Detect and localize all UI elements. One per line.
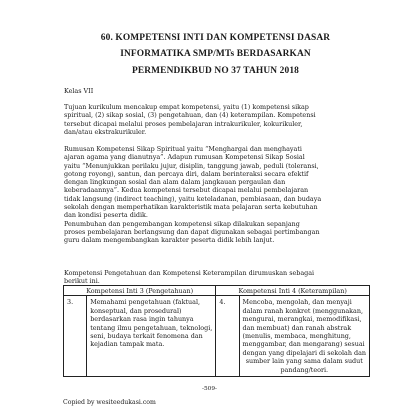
text-line: berikut ini.: [64, 277, 100, 286]
text-line: pandang/teori.: [280, 365, 329, 374]
text-line: Kompetensi Pengetahuan dan Kompetensi Keterampilan dirumuskan sebagai: [64, 269, 315, 277]
ki4-description: [239, 296, 369, 377]
text-line: keberadaannya”. Kedua kompetensi tersebut dicapai melalui pembelajaran: [64, 186, 309, 195]
text-line: tersebut dicapai melalui proses pembelajaran intrakurikuler, kokurikuler,: [64, 119, 303, 128]
text-line: gotong royong), santun, dan percaya diri, dalam berinteraksi secara efektif: [64, 169, 309, 178]
text-line: mengurai, merangkai, memodifikasi,: [242, 315, 362, 324]
document-title-line-1: 60. KOMPETENSI INTI DAN KOMPETENSI DASAR: [100, 33, 331, 43]
text-line: konseptual, dan prosedural): [90, 306, 182, 315]
text-line: menggambar, dan mengarang) sesuai: [242, 340, 365, 349]
text-line: dengan yang dipelajari di sekolah dan: [242, 348, 366, 357]
text-line: dan/atau ekstrakurikuler.: [64, 127, 147, 136]
table-row: [64, 296, 370, 377]
page-number: -509-: [202, 386, 217, 392]
text-line: sekolah dengan memperhatikan karakteristik mata pelajaran serta kebutuhan: [64, 203, 318, 212]
column-header-ki3: Kompetensi Inti 3 (Pengetahuan): [64, 286, 216, 296]
source-footer: Copied by wesiteedukasi.com: [63, 399, 156, 406]
text-line: tentang ilmu pengetahuan, teknologi,: [90, 323, 213, 332]
table-header-row: [64, 286, 370, 296]
paragraph-knowledge-skills: [64, 269, 368, 286]
text-line: dan membuat) dan ranah abstrak: [242, 323, 352, 332]
ki3-description: [87, 296, 216, 377]
competency-table: [63, 285, 370, 377]
text-line: dalam ranah konkret (menggunakan,: [242, 306, 363, 315]
document-title-line-3: PERMENDIKBUD NO 37 TAHUN 2018: [131, 66, 300, 76]
text-line: yaitu “Menunjukkan perilaku jujur, disiplin, tanggung jawab, peduli (toleransi,: [64, 161, 319, 170]
text-line: spiritual, (2) sikap sosial, (3) pengetahuan, dan (4) keterampilan. Kompetensi: [64, 111, 316, 120]
column-header-ki4: Kompetensi Inti 4 (Keterampilan): [216, 286, 370, 296]
ki4-number: 4.: [216, 296, 239, 377]
text-line: sumber lain yang sama dalam sudut: [245, 357, 363, 366]
text-line: ajaran agama yang dianutnya”. Adapun rumusan Kompetensi Sikap Sosial: [64, 153, 305, 162]
text-line: (menulis, membaca, menghitung,: [242, 332, 351, 341]
document-title-line-2: INFORMATIKA SMP/MTs BERDASARKAN: [120, 49, 311, 59]
paragraph-curriculum-goals: [64, 103, 368, 136]
text-line: proses pembelajaran berlangsung dan dapat digunakan sebagai pertimbangan: [64, 227, 320, 236]
text-line: Memahami pengetahuan (faktual,: [90, 298, 201, 307]
text-line: tidak langsung (indirect teaching), yaitu keteladanan, pembiasaan, dan budaya: [64, 194, 322, 203]
ki3-number: 3.: [64, 296, 87, 377]
text-line: guru dalam mengembangkan karakter peserta didik lebih lanjut.: [64, 236, 275, 245]
text-line: kejadian tampak mata.: [90, 340, 165, 349]
class-label: Kelas VII: [64, 87, 94, 95]
text-line: Rumusan Kompetensi Sikap Spiritual yaitu “Menghargai dan menghayati: [64, 145, 302, 153]
text-line: Tujuan kurikulum mencakup empat kompetensi, yaitu (1) kompetensi sikap: [64, 103, 309, 111]
paragraph-attitude-competence: [64, 145, 368, 245]
text-line: seni, budaya terkait fenomena dan: [90, 332, 203, 341]
text-line: dan kondisi peserta didik.: [64, 211, 148, 220]
text-line: Penumbuhan dan pengembangan kompetensi sikap dilakukan sepanjang: [64, 219, 300, 228]
text-line: berdasarkan rasa ingin tahunya: [90, 315, 194, 324]
text-line: Mencoba, mengolah, dan menyaji: [242, 298, 352, 307]
text-line: dengan lingkungan sosial dan alam dalam jangkauan pergaulan dan: [64, 178, 286, 187]
